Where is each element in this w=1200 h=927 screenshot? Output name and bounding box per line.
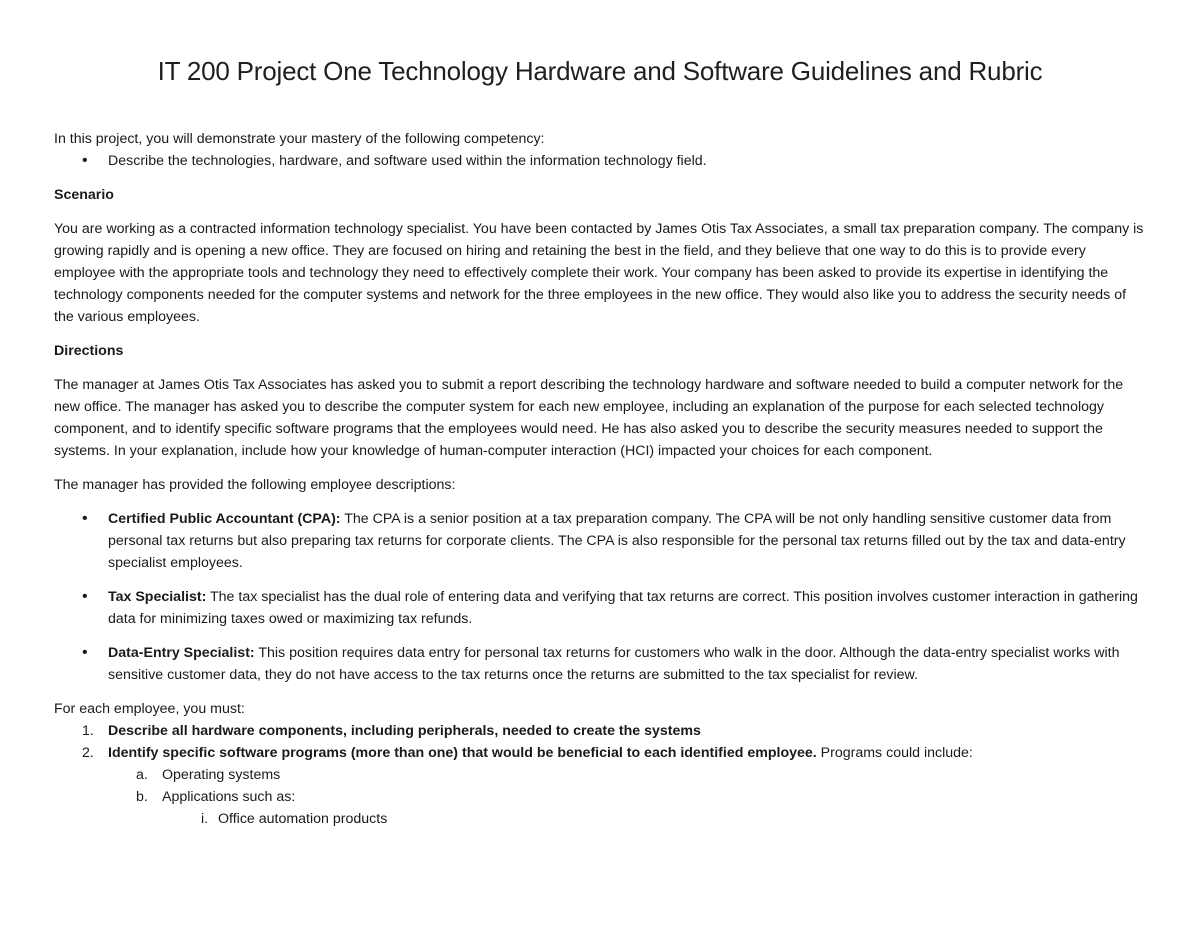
subsub-item-numeral: i. — [201, 811, 209, 827]
employee-list — [54, 508, 1149, 686]
intro-paragraph: In this project, you will demonstrate your mastery of the following competency: — [54, 131, 545, 147]
subsub-item — [54, 808, 1149, 830]
sub-item-letter: b. — [136, 789, 148, 805]
employee-label: Tax Specialist: — [108, 589, 207, 605]
scenario-paragraph: You are working as a contracted information technology specialist. You have been contacted by James Otis Tax Associates, a small tax preparation company. The company is growing rapidly and is opening a new office. They are focused on hiring and retaining the best in the field, and they believe that one way to do this is to provide every employee with the appropriate tools and technology they need to effectively complete their work. Your company has been asked to provide its expertise in identifying the technology components needed for the computer systems and network for the three employees in the new office. They would also like you to address the security needs of the various employees. — [54, 221, 1144, 325]
employee-label: Data-Entry Specialist: — [108, 645, 255, 661]
competency-list — [54, 150, 1149, 172]
employee-description: This position requires data entry for personal tax returns for customers who walk in the door. Although the data-entry specialist works with sensitive customer data, they do not have access to the tax returns once the returns are submitted to the tax specialist for review. — [108, 645, 1120, 683]
document-title: IT 200 Project One Technology Hardware and Software Guidelines and Rubric — [157, 56, 1043, 86]
step-rest-text: Programs could include: — [816, 745, 973, 761]
employee-item-data-entry — [54, 642, 1149, 686]
document-body — [54, 128, 1149, 830]
sub-item — [54, 764, 1149, 786]
employee-item-tax-specialist — [54, 586, 1149, 630]
employee-intro: The manager has provided the following employee descriptions: — [54, 477, 456, 493]
directions-heading: Directions — [54, 343, 124, 359]
step-bold-text: Identify specific software programs (more than one) that would be beneficial to each identified employee. — [108, 745, 817, 761]
step-number: 1. — [82, 723, 94, 739]
scenario-heading: Scenario — [54, 187, 114, 203]
step-number: 2. — [82, 745, 94, 761]
employee-item-cpa — [54, 508, 1149, 574]
sub-item-text: Operating systems — [162, 767, 281, 783]
employee-description: The tax specialist has the dual role of entering data and verifying that tax returns are correct. This position involves customer interaction in gathering data for minimizing taxes owed or maximizing tax refunds. — [108, 589, 1138, 627]
employee-label: Certified Public Accountant (CPA): — [108, 511, 341, 527]
steps-list — [54, 720, 1149, 764]
competency-item: • Describe the technologies, hardware, and software used within the information technology field. — [54, 150, 1149, 172]
must-intro: For each employee, you must: — [54, 701, 245, 717]
sub-item — [54, 786, 1149, 808]
directions-paragraph: The manager at James Otis Tax Associates has asked you to submit a report describing the technology hardware and software needed to build a computer network for the new office. The manager has asked you to describe the computer system for each new employee, including an explanation of the purpose for each selected technology component, and to identify specific software programs that the employees would need. He has also asked you to describe the security measures needed to support the systems. In your explanation, include how your knowledge of human-computer interaction (HCI) impacted your choices for each component. — [54, 377, 1124, 459]
sub-item-text: Applications such as: — [162, 789, 296, 805]
step-bold-text: Describe all hardware components, including peripherals, needed to create the systems — [108, 723, 701, 739]
step-item — [54, 742, 1149, 764]
step-item — [54, 720, 1149, 742]
sub-item-letter: a. — [136, 767, 148, 783]
subsub-item-text: Office automation products — [218, 811, 388, 827]
employee-description: The CPA is a senior position at a tax preparation company. The CPA will be not only handling sensitive customer data from personal tax returns but also preparing tax returns for corporate clients. The CPA is also responsible for the personal tax returns filled out by the tax and data-entry specialist employees. — [108, 511, 1126, 571]
